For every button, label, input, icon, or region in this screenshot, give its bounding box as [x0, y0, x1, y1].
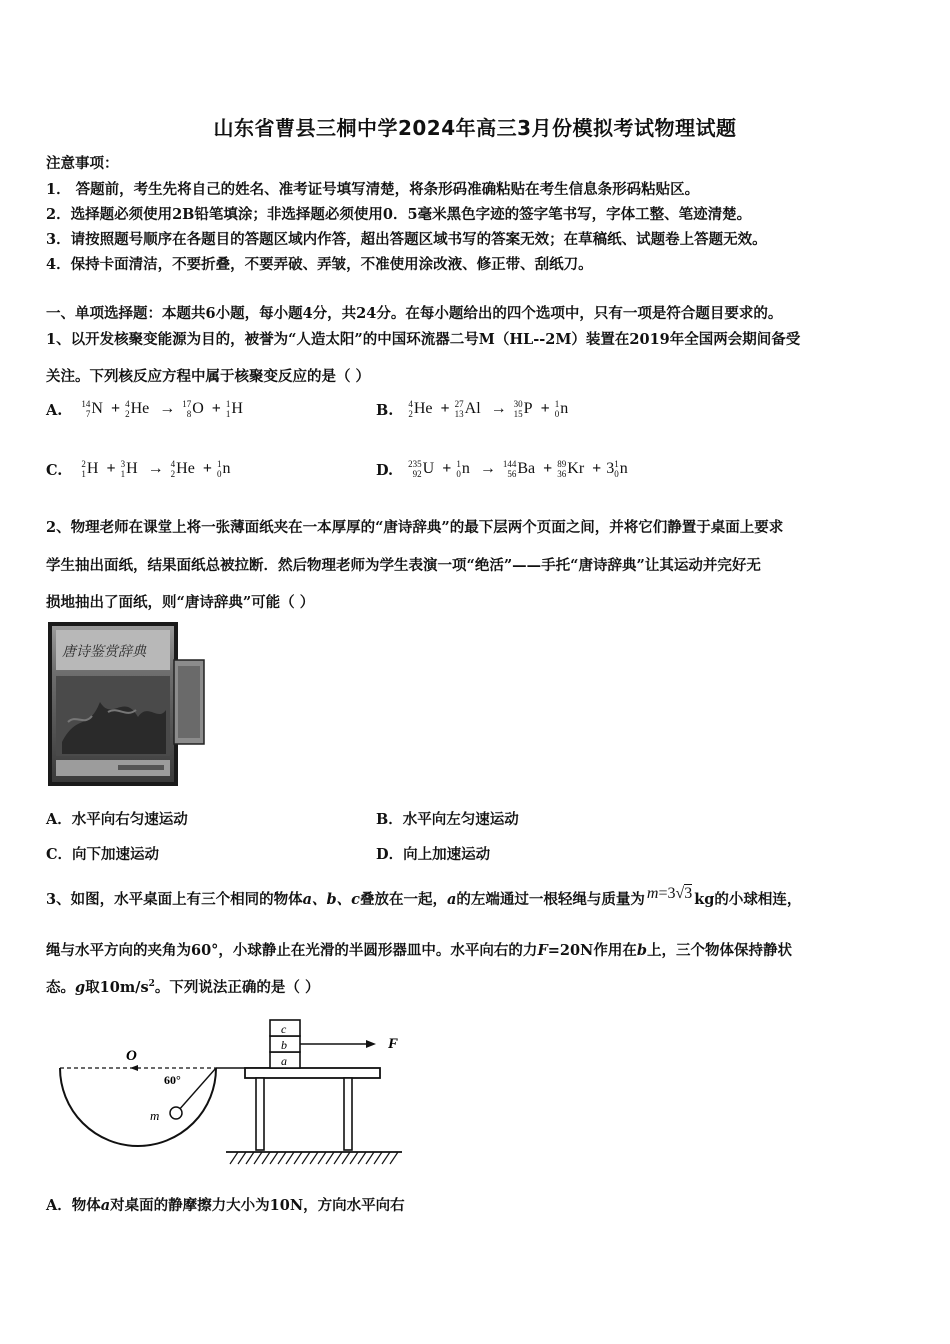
q2-option-a[interactable]: A．水平向右匀速运动 [46, 811, 188, 828]
dictionary-photo [48, 622, 208, 786]
q2-stem-line3: 损地抽出了面纸，则“唐诗辞典”可能（ ） [46, 594, 315, 611]
label-a: a [281, 1054, 287, 1068]
label-b: b [281, 1038, 287, 1052]
q1-option-b[interactable] [376, 399, 571, 427]
q3-figure [50, 1012, 410, 1170]
option-label: B. [376, 402, 394, 419]
ball [170, 1107, 182, 1119]
q3-stem-line3: 态。g取$10m/s^2$。下列说法正确的是（ ） [46, 979, 320, 996]
option-label: C. [46, 462, 63, 479]
q1-a-equation: 14 7 N + 4 2 He → 17 8 O + 1 1 H [81, 399, 243, 419]
force-arrow-head [366, 1040, 376, 1048]
nuclide-n-numbers: 14 7 [81, 399, 91, 419]
q2-option-b[interactable]: B．水平向左匀速运动 [376, 811, 519, 828]
hemispherical-bowl [60, 1068, 216, 1146]
q2-stem-line1: 2、物理老师在课堂上将一张薄面纸夹在一本厚厚的“唐诗辞典”的最下层两个页面之间，并将它们静置于桌面上要求 [46, 519, 784, 536]
q1-option-c[interactable] [46, 459, 233, 487]
page-title: 山东省曹县三桐中学2024年高三3月份模拟考试物理试题 [213, 116, 737, 140]
notice-item-3: 3．请按照题号顺序在各题目的答题区域内作答，超出答题区域书写的答案无效；在草稿纸、试题卷上答题无效。 [46, 231, 767, 248]
notice-item-2: 2．选择题必须使用2B铅笔填涂；非选择题必须使用0．5毫米黑色字迹的签字笔书写，字体工整、笔迹清楚。 [46, 206, 752, 223]
option-label: A. [46, 402, 63, 419]
q2-stem-line2: 学生抽出面纸，结果面纸总被拉断．然后物理老师为学生表演一项“绝活”——手托“唐诗辞典”让其运动并完好无 [46, 557, 761, 574]
q3-stem-line1: 3、如图，水平桌面上有三个相同的物体a、b、c叠放在一起，a的左端通过一根轻绳与质量为 m=3√3 kg的小球相连， [46, 885, 802, 908]
notice-item-4: 4．保持卡面清洁，不要折叠，不要弄破、弄皱，不准使用涂改液、修正带、刮纸刀。 [46, 256, 593, 273]
notice-item-1: 1． 答题前，考生先将自己的姓名、准考证号填写清楚，将条形码准确粘贴在考生信息条形码粘贴区。 [46, 181, 700, 198]
q3-stem-line2: 绳与水平方向的夹角为60°，小球静止在光滑的半圆形器皿中。水平向右的力F=20N作用在b上，三个物体保持静状 [46, 942, 792, 959]
q1-option-a[interactable] [46, 399, 246, 427]
q1-c-equation: 2 1 H + 3 1 H → 4 2 He + 1 0 n [81, 459, 231, 479]
q1-stem-line1: 1、以开发核聚变能源为目的，被誉为“人造太阳”的中国环流器二号M（HL--2M）装置在2019年全国两会期间备受 [46, 331, 801, 348]
rope-to-ball [178, 1068, 216, 1111]
q3-diagram [50, 1012, 410, 1170]
q1-option-d[interactable] [376, 459, 631, 487]
label-c: c [281, 1022, 287, 1036]
table-leg-right [344, 1078, 352, 1150]
q1-d-equation: 235 92 U + 1 0 n → 144 56 Ba + 89 36 Kr + 3 1 0 n [408, 459, 628, 479]
ground-hatch [230, 1152, 398, 1164]
dictionary-illustration [48, 622, 208, 786]
label-angle: 60° [164, 1073, 181, 1087]
book-title-text: 唐诗鉴赏辞典 [62, 644, 146, 660]
mass-formula: m=3√3 [646, 885, 693, 902]
label-f: F [388, 1036, 399, 1052]
table-leg-left [256, 1078, 264, 1150]
label-m: m [150, 1108, 160, 1123]
option-label: D. [376, 462, 394, 479]
notice-heading: 注意事项： [46, 155, 119, 172]
q2-option-c[interactable]: C．向下加速运动 [46, 846, 160, 863]
table-top [245, 1068, 380, 1078]
q2-option-d[interactable]: D．向上加速运动 [376, 846, 491, 863]
q1-stem-line2: 关注。下列核反应方程中属于核聚变反应的是（ ） [46, 368, 371, 385]
section-heading: 一、单项选择题：本题共6小题，每小题4分，共24分。在每小题给出的四个选项中，只有一项是符合题目要求的。 [46, 305, 783, 322]
q3-option-a[interactable]: A．物体a对桌面的静摩擦力大小为10N，方向水平向右 [46, 1197, 405, 1214]
q1-b-equation: 4 2 He + 27 13 Al → 30 15 P + 1 0 n [408, 399, 569, 419]
label-o: O [126, 1048, 137, 1064]
